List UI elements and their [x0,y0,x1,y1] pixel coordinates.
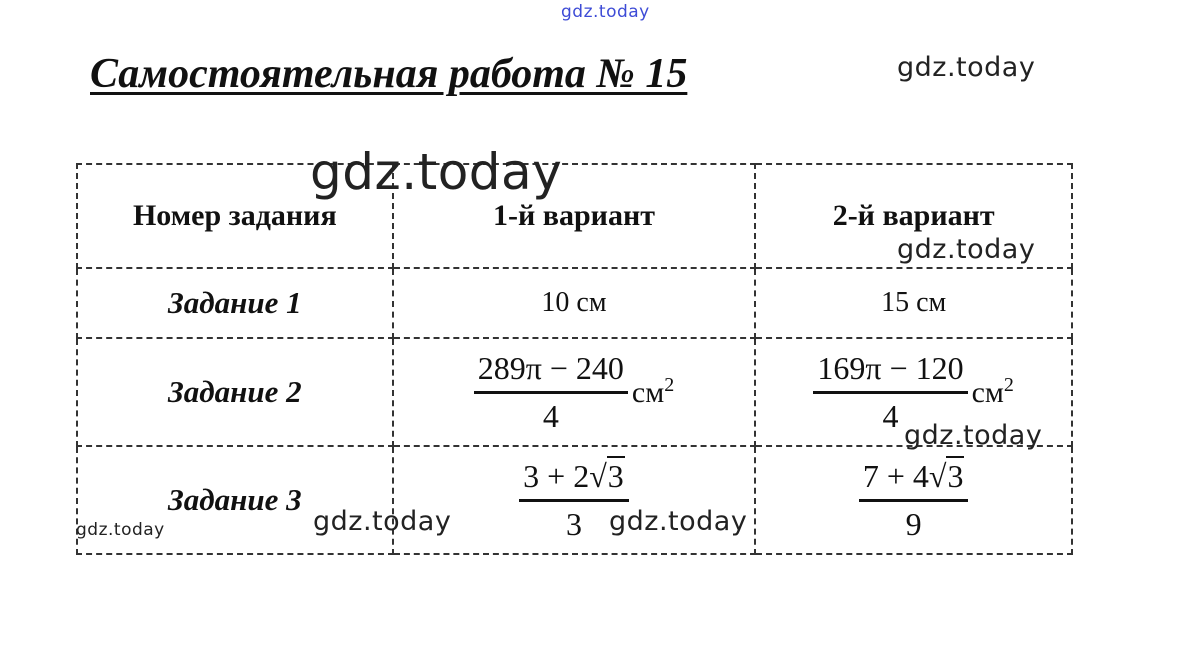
watermark-top: gdz.today [561,2,650,22]
header-variant-1: 1-й вариант [393,164,756,268]
sqrt-expression [589,458,625,495]
fraction-numerator [519,458,629,502]
numerator-term: 7 + 4 [862,457,929,494]
numerator-term: 3 + 2 [523,457,590,494]
watermark-title: gdz.today [897,52,1036,83]
watermark-large: gdz.today [310,143,563,201]
task-label: Задание 1 [77,268,393,338]
fraction-denominator: 9 [905,505,922,542]
header-variant-2: 2-й вариант [755,164,1072,268]
fraction-numerator: 169π − 120 [813,350,967,394]
fraction [474,350,628,435]
page-title: Самостоятельная работа № 15 [90,51,688,97]
unit-power: 2 [664,374,675,396]
answers-table [76,163,1073,555]
watermark-row2: gdz.today [904,420,1043,451]
sqrt-radicand: 3 [607,457,624,494]
unit-text: см [631,376,665,409]
fraction-numerator [859,458,969,502]
unit [632,376,674,409]
answer-v2: 15 см [755,268,1072,338]
header-task-number: Номер задания [77,164,393,268]
sqrt-symbol: √ [589,457,607,494]
unit-power: 2 [1003,374,1014,396]
table-row [77,268,1072,338]
sqrt-expression [929,458,965,495]
watermark-row3-left: gdz.today [313,506,452,537]
answer-v2 [755,446,1072,554]
fraction-denominator: 4 [542,397,559,434]
answer-v1: 10 см [393,268,756,338]
watermark-small: gdz.today [76,520,165,540]
answer-v1 [393,338,756,446]
task-label: Задание 3 [77,446,393,554]
answer-v1 [393,446,756,554]
fraction-denominator: 4 [882,397,899,434]
unit [972,376,1014,409]
table-row [77,446,1072,554]
watermark-row3-right: gdz.today [609,506,748,537]
unit-text: см [971,376,1004,409]
task-label: Задание 2 [77,338,393,446]
fraction-numerator: 289π − 240 [474,350,628,394]
sqrt-radicand: 3 [947,457,964,494]
fraction-denominator: 3 [565,505,582,542]
fraction [859,458,969,543]
sqrt-symbol: √ [928,457,947,494]
watermark-header: gdz.today [897,234,1036,265]
